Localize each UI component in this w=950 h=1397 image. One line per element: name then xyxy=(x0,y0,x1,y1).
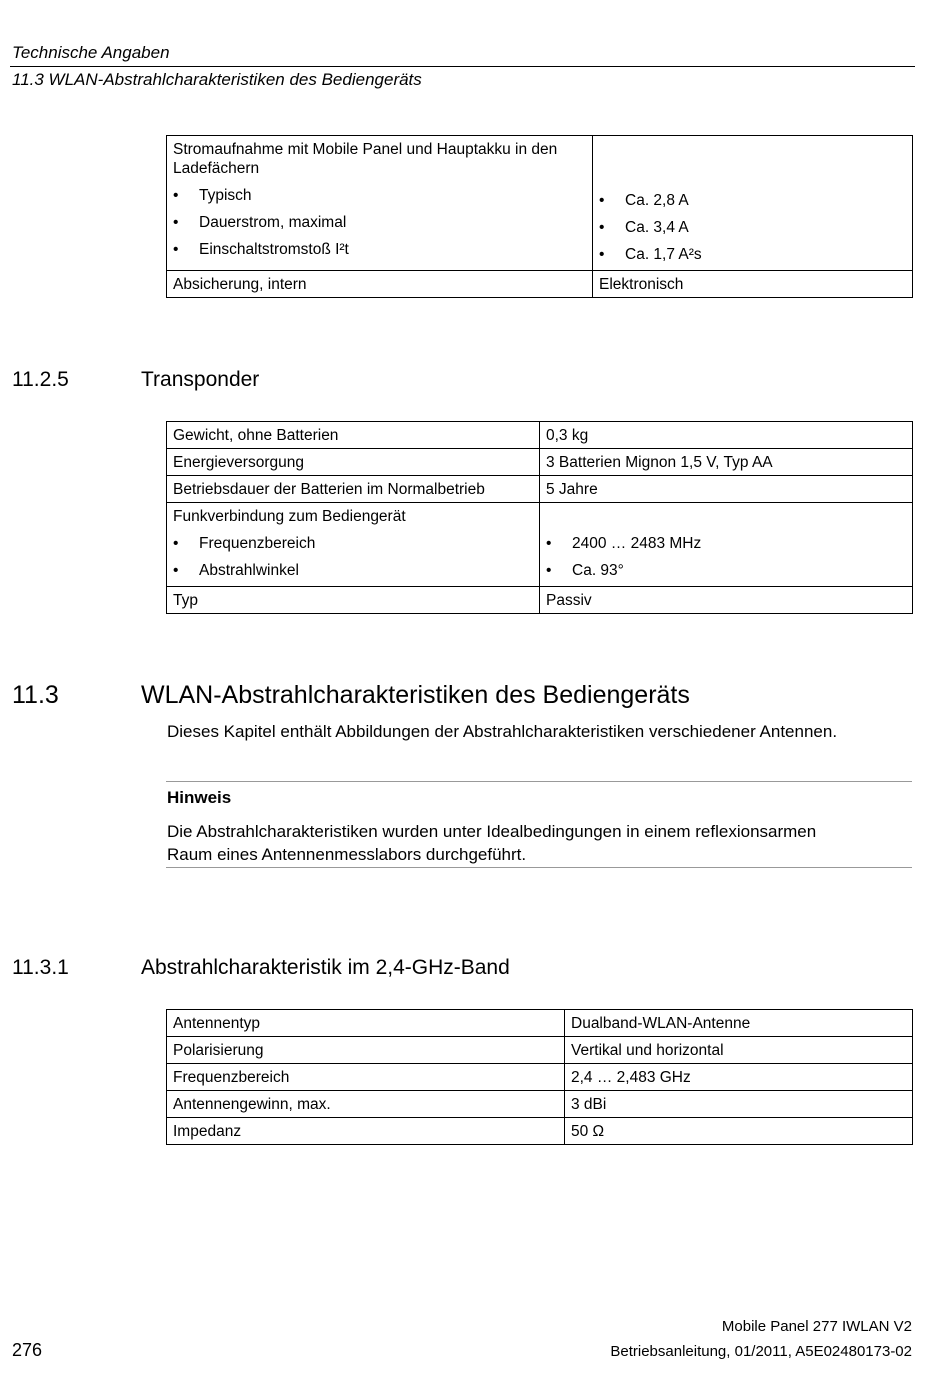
table-cell-value: 2,4 … 2,483 GHz xyxy=(565,1064,913,1091)
list-item: Dauerstrom, maximal xyxy=(199,214,347,231)
note-title: Hinweis xyxy=(167,788,232,807)
table-cell-label: Absicherung, intern xyxy=(167,271,593,298)
table-row xyxy=(167,1010,913,1037)
bullet-icon: • xyxy=(173,241,179,258)
list-value: 2400 … 2483 MHz xyxy=(572,535,702,552)
bullet-icon: • xyxy=(173,214,179,231)
section-number: 11.2.5 xyxy=(12,368,69,391)
table-cell-value: 3 Batterien Mignon 1,5 V, Typ AA xyxy=(540,449,913,476)
table-cell-value: Passiv xyxy=(540,587,913,614)
chapter-number: 11.3 xyxy=(12,681,59,709)
bullet-icon: • xyxy=(173,187,179,204)
table-cell-label: Antennengewinn, max. xyxy=(167,1091,565,1118)
note-line: Raum eines Antennenmesslabors durchgeführt. xyxy=(167,845,527,864)
running-header-section: 11.3 WLAN-Abstrahlcharakteristiken des Bediengeräts xyxy=(12,70,422,89)
table-cell-label: Polarisierung xyxy=(167,1037,565,1064)
antenna-spec-table xyxy=(166,1009,913,1145)
note-top-rule xyxy=(166,781,912,782)
transponder-spec-table xyxy=(166,421,913,614)
table-cell-label: Antennentyp xyxy=(167,1010,565,1037)
bullet-icon: • xyxy=(546,535,552,552)
list-value: Ca. 2,8 A xyxy=(625,192,689,209)
power-spec-table xyxy=(166,135,913,298)
table-cell-value: 0,3 kg xyxy=(540,422,913,449)
list-item: Frequenzbereich xyxy=(199,535,316,552)
list-value: Ca. 93° xyxy=(572,562,624,579)
header-rule xyxy=(10,66,915,67)
intro-paragraph: Dieses Kapitel enthält Abbildungen der Abstrahlcharakteristiken verschiedener Antennen. xyxy=(167,722,838,741)
table-row xyxy=(167,503,913,587)
table-cell-value: Dualband-WLAN-Antenne xyxy=(565,1010,913,1037)
table-row xyxy=(167,136,913,271)
table-cell-label: Typ xyxy=(167,587,540,614)
list-item: Einschaltstromstoß I²t xyxy=(199,241,349,258)
table-cell-value: 5 Jahre xyxy=(540,476,913,503)
table-cell-label: Gewicht, ohne Batterien xyxy=(167,422,540,449)
table-row xyxy=(167,1118,913,1145)
bullet-icon: • xyxy=(599,246,605,263)
table-cell-value: 50 Ω xyxy=(565,1118,913,1145)
section-title: Transponder xyxy=(141,368,260,391)
list-value: Ca. 1,7 A²s xyxy=(625,246,702,263)
footer-product: Mobile Panel 277 IWLAN V2 xyxy=(721,1318,912,1335)
chapter-title: WLAN-Abstrahlcharakteristiken des Bediengeräts xyxy=(141,681,690,709)
section-title: Abstrahlcharakteristik im 2,4-GHz-Band xyxy=(141,956,510,979)
bullet-icon: • xyxy=(173,535,179,552)
radio-link-label: Funkverbindung zum Bediengerät xyxy=(173,508,406,525)
table-row xyxy=(167,1064,913,1091)
table-row xyxy=(167,587,913,614)
bullet-icon: • xyxy=(173,562,179,579)
running-header-chapter: Technische Angaben xyxy=(12,43,170,62)
table-cell-value: Vertikal und horizontal xyxy=(565,1037,913,1064)
table-cell-label: Impedanz xyxy=(167,1118,565,1145)
table-row xyxy=(167,1037,913,1064)
list-item: Abstrahlwinkel xyxy=(199,562,299,579)
table-row xyxy=(167,271,913,298)
table-row xyxy=(167,422,913,449)
bullet-icon: • xyxy=(546,562,552,579)
footer-doc-reference: Betriebsanleitung, 01/2011, A5E02480173-02 xyxy=(610,1343,912,1360)
bullet-icon: • xyxy=(599,192,605,209)
list-item: Typisch xyxy=(199,187,252,204)
table-row xyxy=(167,476,913,503)
note-text xyxy=(167,820,816,866)
list-value: Ca. 3,4 A xyxy=(625,219,689,236)
table-row xyxy=(167,449,913,476)
note-bottom-rule xyxy=(166,867,912,868)
table-cell-label: Frequenzbereich xyxy=(167,1064,565,1091)
page-number: 276 xyxy=(12,1340,43,1360)
table-row xyxy=(167,1091,913,1118)
section-number: 11.3.1 xyxy=(12,956,69,979)
bullet-icon: • xyxy=(599,219,605,236)
table-cell-value: 3 dBi xyxy=(565,1091,913,1118)
note-line: Die Abstrahlcharakteristiken wurden unter Idealbedingungen in einem reflexionsarmen xyxy=(167,822,817,841)
table-cell-label: Betriebsdauer der Batterien im Normalbetrieb xyxy=(167,476,540,503)
table-cell-value: Elektronisch xyxy=(593,271,913,298)
power-consumption-label: Stromaufnahme mit Mobile Panel und Hauptakku in den Ladefächern xyxy=(173,141,558,177)
table-cell-label: Energieversorgung xyxy=(167,449,540,476)
